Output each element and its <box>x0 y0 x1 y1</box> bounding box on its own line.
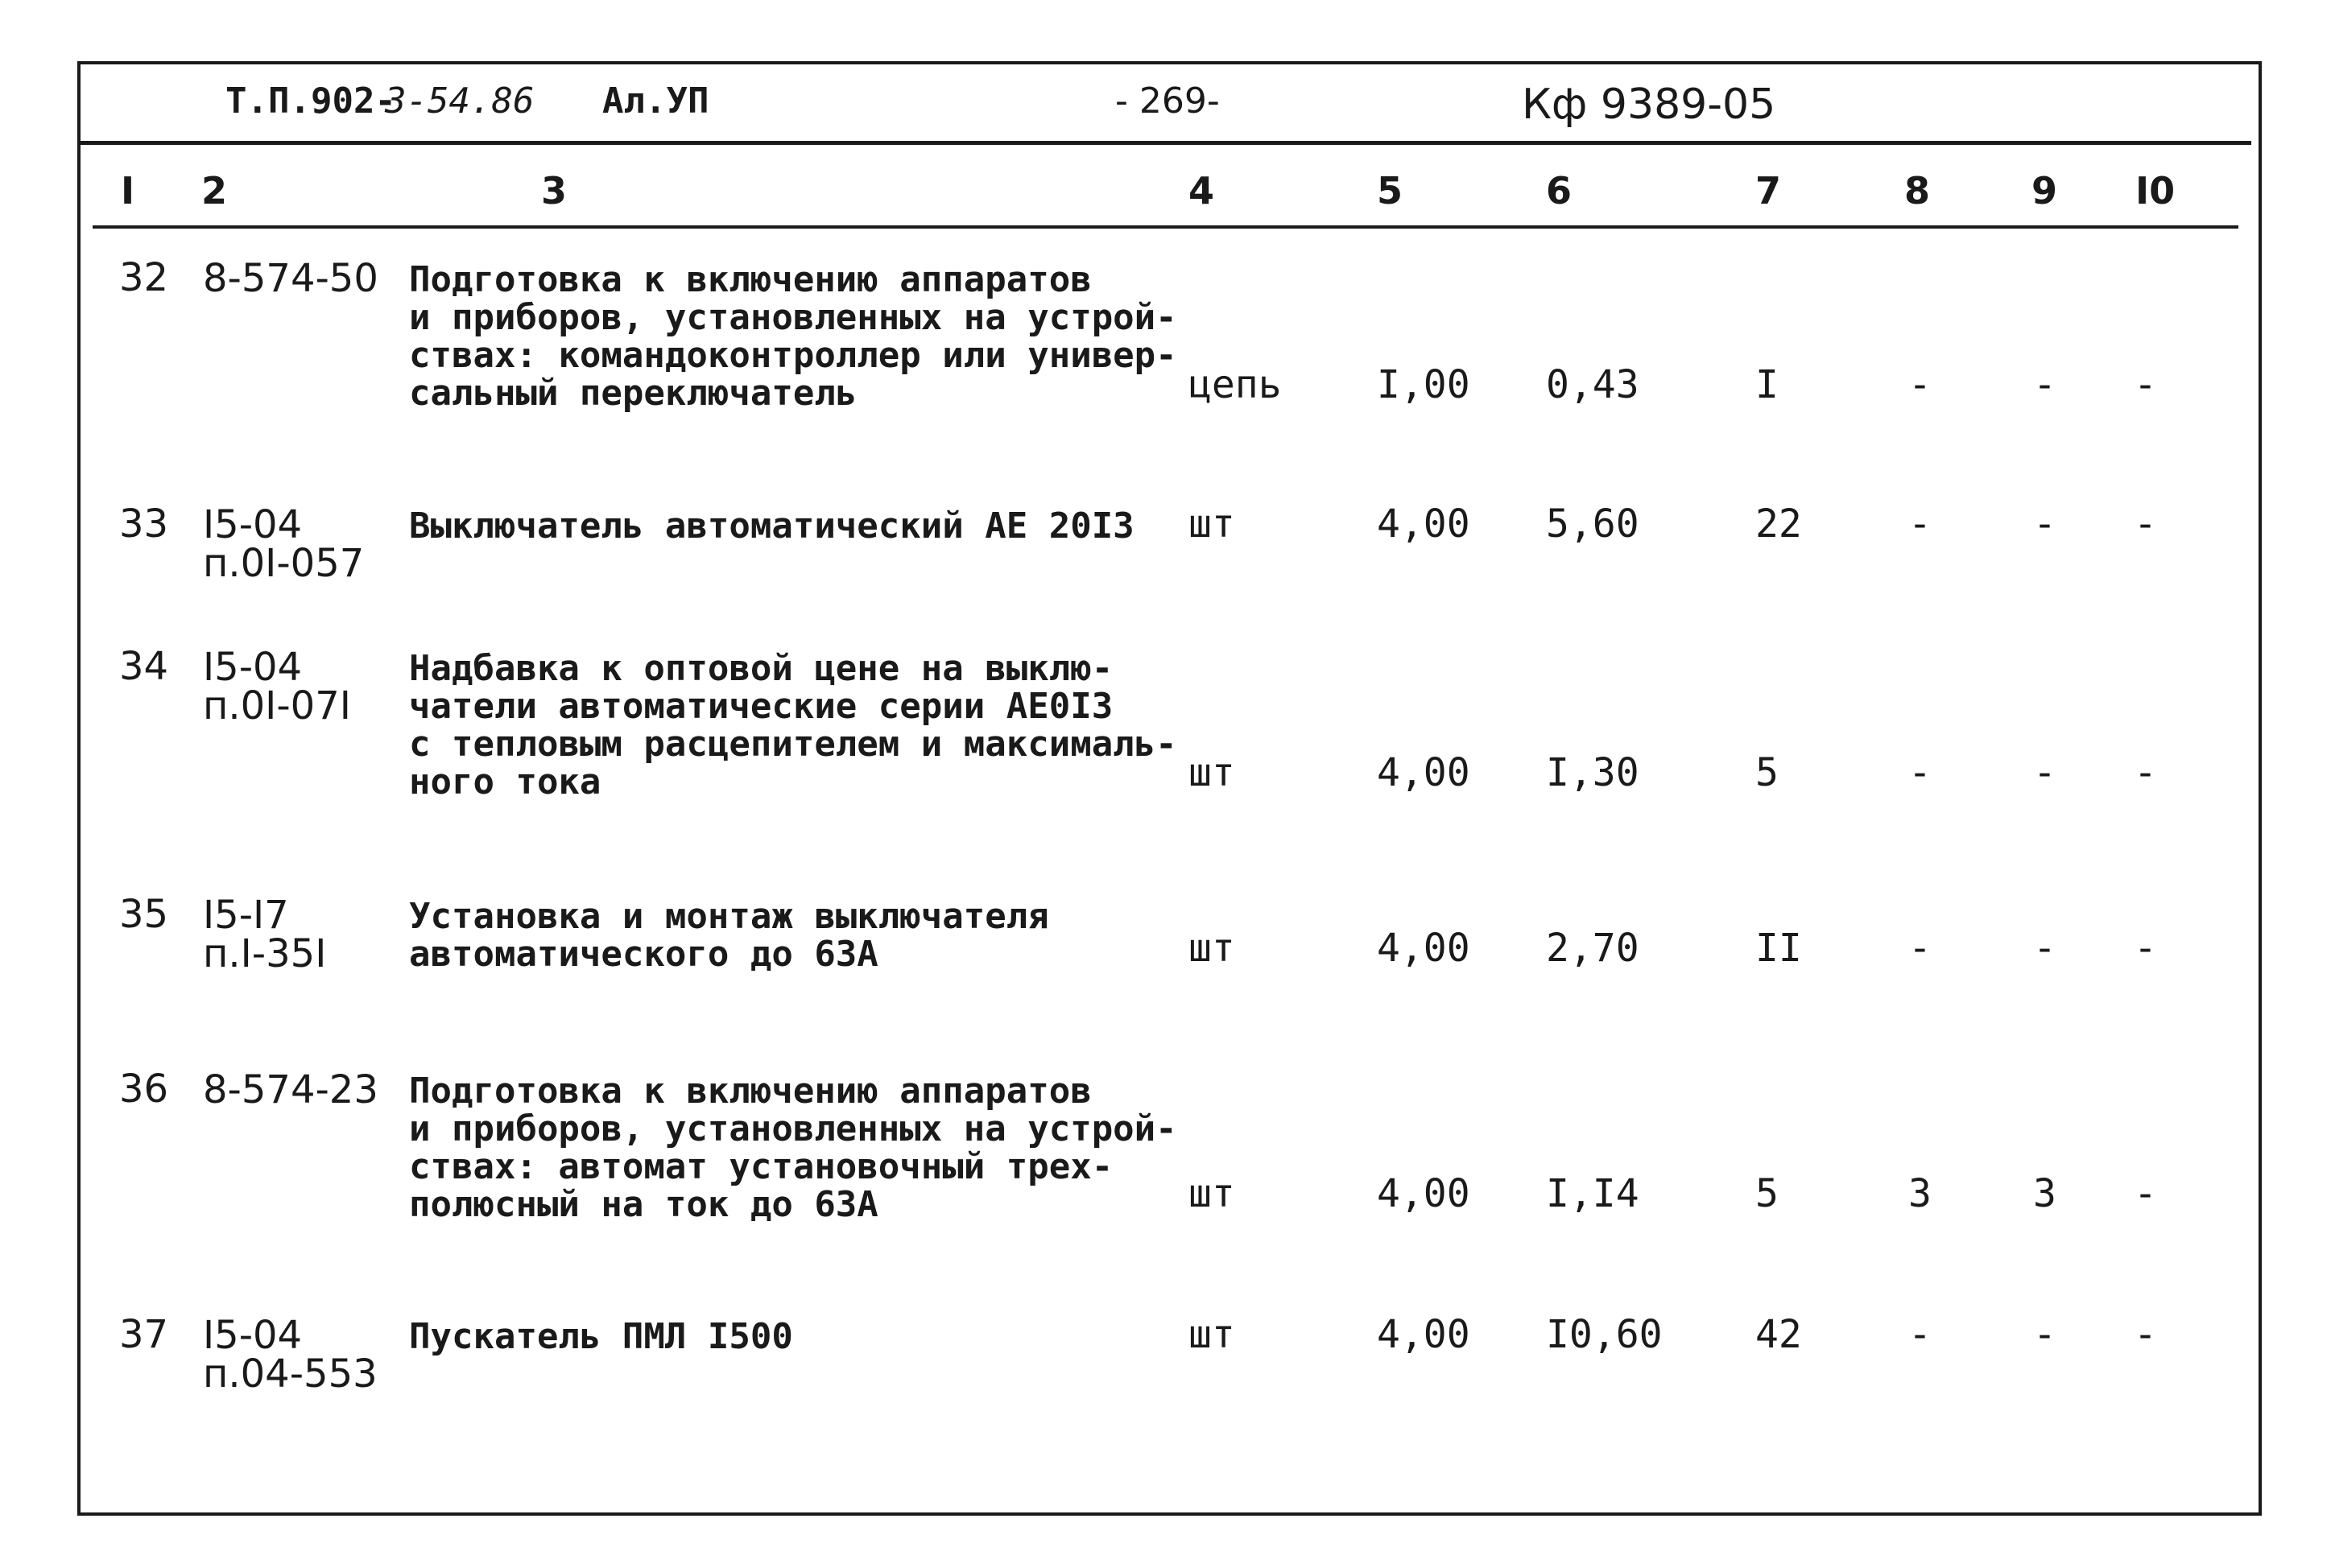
row-code: 8-574-23 <box>203 1067 378 1112</box>
column-header-2: 2 <box>201 169 228 213</box>
row-col8: - <box>1908 362 1932 407</box>
row-col9: 3 <box>2033 1171 2056 1216</box>
row-col8: - <box>1908 926 1932 971</box>
row-description: Надбавка к оптовой цене на выклю- чатели автоматические серии АЕ0I3 с тепловым расцепителем и максималь- ного тока <box>409 648 1177 803</box>
row-col7: II <box>1755 926 1802 971</box>
row-code: I5-04 п.0I-07I <box>203 645 351 728</box>
column-header-10: I0 <box>2135 169 2176 213</box>
row-col9: - <box>2033 501 2056 547</box>
column-header-5: 5 <box>1377 169 1403 213</box>
row-description: Пускатель ПМЛ I500 <box>409 1316 793 1357</box>
row-col7: I <box>1755 362 1779 407</box>
row-quantity: 4,00 <box>1377 750 1470 795</box>
column-header-8: 8 <box>1904 169 1931 213</box>
row-unit: шт <box>1188 1312 1235 1357</box>
row-col8: - <box>1908 501 1932 547</box>
row-number: 35 <box>119 892 169 937</box>
row-unit: шт <box>1188 501 1235 547</box>
row-col9: - <box>2033 750 2056 795</box>
row-unit: шт <box>1188 1171 1235 1216</box>
document-code: Кф 9389-05 <box>1522 80 1776 129</box>
row-number: 33 <box>119 501 169 547</box>
page-number: - 269- <box>1115 80 1220 122</box>
row-col6: 2,70 <box>1546 926 1639 971</box>
row-number: 32 <box>119 255 169 300</box>
row-col10: - <box>2134 926 2157 971</box>
column-header-6: 6 <box>1546 169 1573 213</box>
row-col6: I,I4 <box>1546 1171 1639 1216</box>
row-col7: 5 <box>1755 750 1779 795</box>
row-col6: I0,60 <box>1546 1312 1663 1357</box>
row-description: Подготовка к включению аппаратов и приборов, установленных на устрой- ствах: командоконтроллер или универ- сальный переключатель <box>409 259 1177 414</box>
column-header-4: 4 <box>1188 169 1215 213</box>
row-quantity: 4,00 <box>1377 926 1470 971</box>
album-label: Ал.УП <box>602 80 709 122</box>
row-col9: - <box>2033 926 2056 971</box>
column-header-9: 9 <box>2031 169 2058 213</box>
row-col10: - <box>2134 501 2157 547</box>
row-col10: - <box>2134 1171 2157 1216</box>
row-number: 34 <box>119 644 169 689</box>
row-col7: 22 <box>1755 501 1802 547</box>
row-col7: 42 <box>1755 1312 1802 1357</box>
row-code: 8-574-50 <box>203 256 378 301</box>
row-number: 36 <box>119 1067 169 1112</box>
row-unit: шт <box>1188 750 1235 795</box>
column-header-7: 7 <box>1755 169 1782 213</box>
row-col9: - <box>2033 1312 2056 1357</box>
row-quantity: 4,00 <box>1377 501 1470 547</box>
row-code: I5-04 п.04-553 <box>203 1313 378 1397</box>
row-description: Выключатель автоматический АЕ 20I3 <box>409 505 1135 547</box>
row-col6: I,30 <box>1546 750 1639 795</box>
row-col10: - <box>2134 1312 2157 1357</box>
row-description: Подготовка к включению аппаратов и приборов, установленных на устрой- ствах: автомат установочный трех- полюсный на ток до 63А <box>409 1071 1177 1225</box>
row-col6: 5,60 <box>1546 501 1639 547</box>
row-quantity: 4,00 <box>1377 1312 1470 1357</box>
row-code: I5-04 п.0I-057 <box>203 502 365 586</box>
row-col9: - <box>2033 362 2056 407</box>
row-quantity: I,00 <box>1377 362 1470 407</box>
column-header-divider <box>93 225 2238 229</box>
header-divider <box>77 141 2251 145</box>
row-number: 37 <box>119 1312 169 1357</box>
row-description: Установка и монтаж выключателя автоматического до 63А <box>409 896 1049 975</box>
row-code: I5-I7 п.I-35I <box>203 893 327 976</box>
doc-reference-handwritten: 3-54.86 <box>385 80 535 122</box>
row-col10: - <box>2134 750 2157 795</box>
row-unit: шт <box>1188 926 1235 971</box>
row-col6: 0,43 <box>1546 362 1639 407</box>
row-col8: - <box>1908 1312 1932 1357</box>
row-col10: - <box>2134 362 2157 407</box>
column-header-3: 3 <box>541 169 568 213</box>
row-quantity: 4,00 <box>1377 1171 1470 1216</box>
doc-reference: Т.П.902- <box>225 80 396 122</box>
row-col8: - <box>1908 750 1932 795</box>
row-col8: 3 <box>1908 1171 1932 1216</box>
row-unit: цепь <box>1188 362 1282 407</box>
row-col7: 5 <box>1755 1171 1779 1216</box>
column-header-1: I <box>121 169 135 213</box>
